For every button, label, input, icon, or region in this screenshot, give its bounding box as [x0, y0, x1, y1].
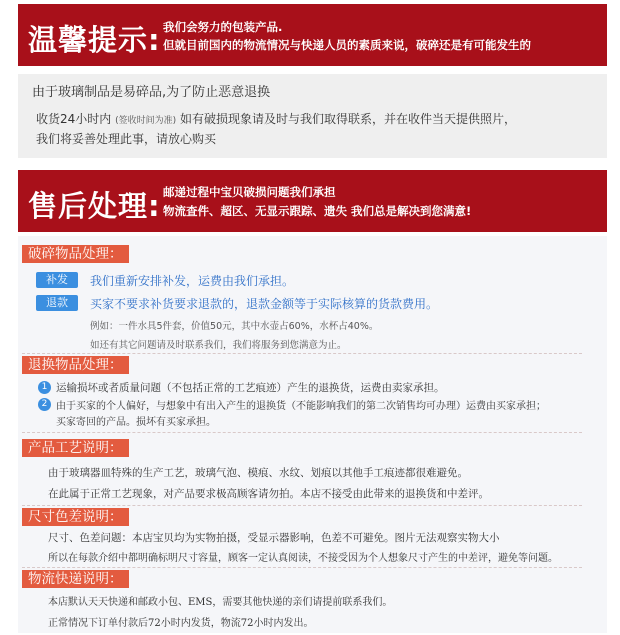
- reship-tag: 补发: [36, 272, 78, 288]
- refund-text: 买家不要求补货要求退款的，退款金额等于实际核算的货款费用。: [90, 297, 439, 311]
- reship-text: 我们重新安排补发，运费由我们承担。: [90, 274, 295, 288]
- exchange-item-1-number: 1: [38, 381, 51, 394]
- shipping-heading: 物流快递说明：: [22, 570, 129, 588]
- exchange-heading: 退换物品处理：: [22, 356, 129, 374]
- after-sales-line-2: 物流查件、超区、无显示跟踪、遗失 我们总是解决到您满意!: [163, 204, 472, 218]
- notice-box-line-2b: (签收时间为准): [115, 116, 177, 126]
- size-line-1: 尺寸、色差问题：本店宝贝均为实物拍摄，受显示器影响，色差不可避免。图片无法观察实物大小: [48, 532, 500, 544]
- exchange-item-2-number: 2: [38, 398, 51, 411]
- notice-line-1: 我们会努力的包装产品.: [163, 20, 283, 34]
- exchange-item-1: 运输损坏或者质量问题（不包括正常的工艺痕迹）产生的退换货，运费由卖家承担。: [56, 382, 445, 394]
- after-sales-line-1: 邮递过程中宝贝破损问题我们承担: [163, 185, 336, 199]
- after-sales-title: 售后处理:: [28, 189, 161, 223]
- refund-example: 例如：一件水具5件套，价值50元，其中水壶占60%，水杯占40%。: [90, 321, 379, 332]
- shipping-line-2: 正常情况下订单付款后72小时内发货，物流72小时内发出。: [48, 618, 314, 629]
- exchange-item-2a: 由于买家的个人偏好，与想象中有出入产生的退换货（不能影响我们的第二次销售均可办理）运费由买家承担；: [56, 401, 546, 412]
- craft-line-1: 由于玻璃器皿特殊的生产工艺，玻璃气泡、模痕、水纹、划痕以其他手工痕迹都很难避免。: [48, 467, 468, 479]
- notice-box-line-2: [36, 110, 516, 127]
- exchange-item-2b: 买家寄回的产品。损坏有买家承担。: [56, 417, 216, 428]
- broken-other: 如还有其它问题请及时联系我们，我们将服务到您满意为止。: [90, 340, 347, 351]
- size-heading: 尺寸色差说明：: [22, 508, 129, 526]
- divider: [22, 353, 582, 354]
- notice-title: 温馨提示:: [28, 23, 161, 57]
- shipping-line-1: 本店默认天天快递和邮政小包、EMS，需要其他快递的亲们请提前联系我们。: [48, 597, 393, 608]
- notice-box-line-2c: 如有破损现象请及时与我们取得联系，并在收件当天提供照片，: [179, 112, 516, 126]
- refund-tag: 退款: [36, 295, 78, 311]
- divider: [22, 505, 582, 506]
- notice-banner: [18, 4, 607, 66]
- notice-box-line-1: 由于玻璃制品是易碎品,为了防止恶意退换: [32, 85, 271, 100]
- craft-line-2: 在此属于正常工艺现象，对产品要求极高顾客请勿拍。本店不接受由此带来的退换货和中差评。: [48, 488, 489, 500]
- notice-box-line-2a: 收货24小时内: [36, 112, 112, 126]
- size-line-2: 所以在每款介绍中都明确标明尺寸容量，顾客一定认真阅读，不接受因为个人想象尺寸产生的中差评，避免等问题。: [48, 553, 558, 564]
- craft-heading: 产品工艺说明：: [22, 439, 129, 457]
- notice-box: [18, 74, 607, 158]
- notice-line-2: 但就目前国内的物流情况与快递人员的素质来说，破碎还是有可能发生的: [163, 38, 531, 52]
- divider: [22, 567, 582, 568]
- divider: [22, 432, 582, 433]
- after-sales-banner: [18, 170, 607, 232]
- broken-heading: 破碎物品处理：: [22, 245, 129, 263]
- notice-box-line-3: 我们将妥善处理此事，请放心购买: [36, 132, 217, 146]
